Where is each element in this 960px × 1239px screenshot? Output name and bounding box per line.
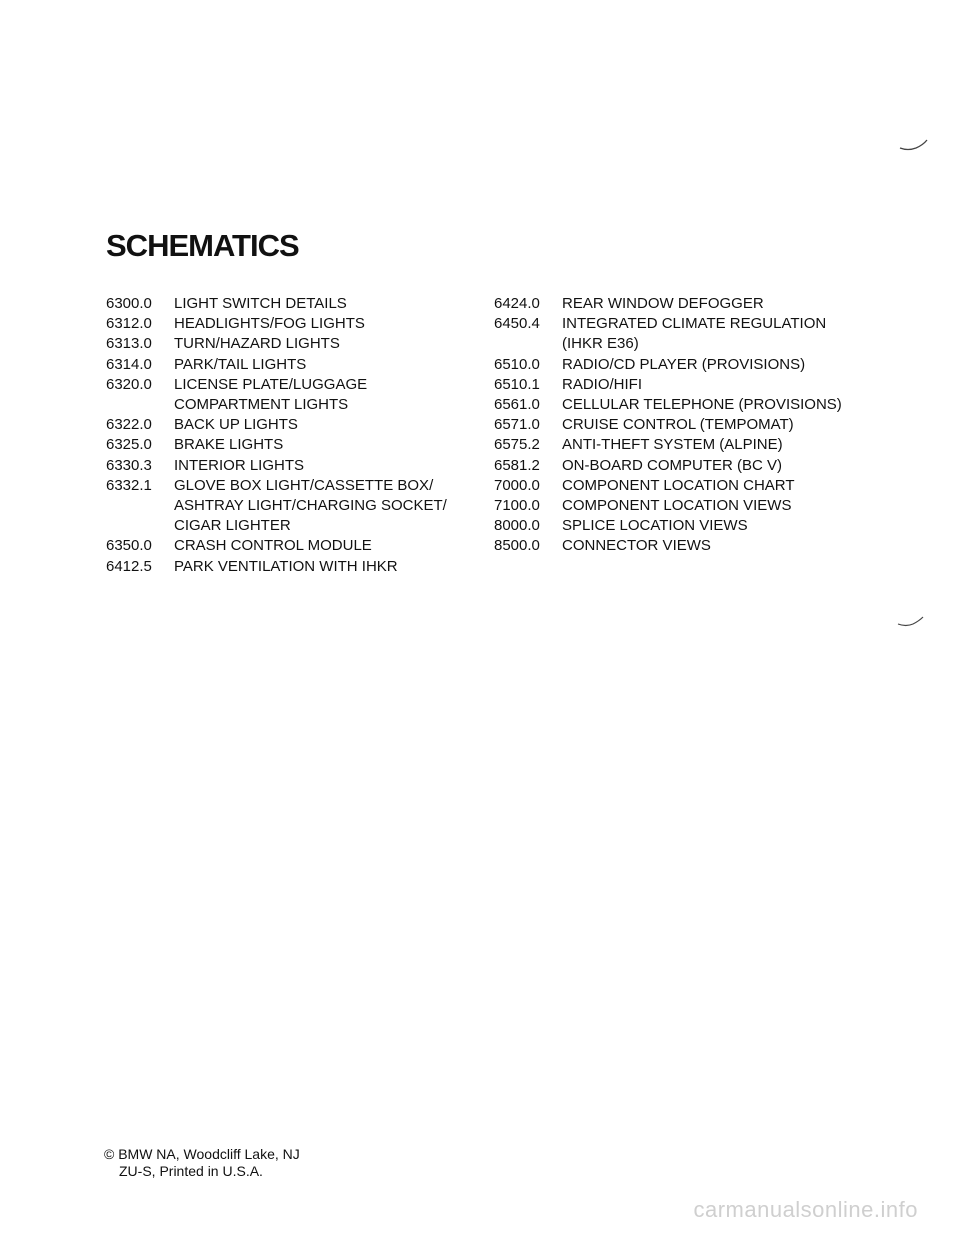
toc-entry: [106, 355, 466, 375]
entry-title-line: TURN/HAZARD LIGHTS: [174, 335, 340, 353]
watermark: carmanualsonline.info: [693, 1197, 918, 1222]
toc-entry: [494, 415, 914, 435]
entry-title: [562, 395, 914, 415]
toc-entry: [106, 476, 466, 537]
entry-title: [174, 476, 466, 537]
toc-entry: [494, 456, 914, 476]
entry-title-line: ANTI-THEFT SYSTEM (ALPINE): [562, 436, 783, 454]
entry-title-line: ASHTRAY LIGHT/CHARGING SOCKET/: [174, 497, 447, 515]
entry-title-line: COMPONENT LOCATION CHART: [562, 476, 795, 494]
entry-title-line: INTERIOR LIGHTS: [174, 456, 305, 474]
footer-copyright: © BMW NA, Woodcliff Lake, NJ: [104, 1146, 300, 1162]
entry-title-line: PARK/TAIL LIGHTS: [174, 355, 307, 373]
toc-entry: [106, 456, 466, 476]
entry-title: [174, 334, 466, 354]
entry-title: [174, 435, 466, 455]
entry-title-line: BACK UP LIGHTS: [174, 416, 298, 434]
entry-title-line: CONNECTOR VIEWS: [562, 537, 711, 555]
toc-entry: [494, 435, 914, 455]
entry-title-line: BRAKE LIGHTS: [174, 436, 284, 454]
entry-title: [174, 314, 466, 334]
entry-title-line: PARK VENTILATION WITH IHKR: [174, 557, 398, 575]
entry-title-line: GLOVE BOX LIGHT/CASSETTE BOX/: [174, 476, 434, 494]
toc-entry: [494, 375, 914, 395]
entry-number: 6575.2: [494, 436, 540, 454]
entry-title-line: RADIO/CD PLAYER (PROVISIONS): [562, 355, 806, 373]
entry-title: [174, 355, 466, 375]
entry-title-line: CELLULAR TELEPHONE (PROVISIONS): [562, 396, 842, 414]
toc-entry: [494, 496, 914, 516]
toc-entry: [106, 314, 466, 334]
entry-title: [174, 557, 466, 577]
entry-number: 6424.0: [494, 295, 540, 312]
toc-entry: [106, 334, 466, 354]
toc-entry: [106, 375, 466, 415]
entry-title-line: HEADLIGHTS/FOG LIGHTS: [174, 315, 365, 333]
entry-number: 8000.0: [494, 517, 540, 535]
entry-title: [562, 314, 914, 354]
toc-entry: [494, 294, 914, 314]
entry-title: [562, 536, 914, 556]
entry-title: [174, 375, 466, 415]
toc-entry: [494, 476, 914, 496]
entry-title: [174, 415, 466, 435]
toc-right-column: [494, 294, 914, 557]
entry-number: 6314.0: [106, 355, 152, 373]
entry-title: [562, 516, 914, 536]
scan-tick-mark: [898, 136, 930, 154]
page-title: SCHEMATICS: [106, 228, 299, 263]
entry-number: 6561.0: [494, 396, 540, 414]
toc-entry: [106, 294, 466, 314]
entry-number: 6350.0: [106, 537, 152, 555]
entry-number: 6322.0: [106, 416, 152, 434]
entry-number: 7000.0: [494, 476, 540, 494]
entry-number: 6330.3: [106, 456, 152, 474]
scan-tick-mark: [896, 612, 926, 630]
entry-title: [174, 536, 466, 556]
entry-title-line: CRASH CONTROL MODULE: [174, 537, 372, 555]
entry-title-line: REAR WINDOW DEFOGGER: [562, 295, 764, 312]
entry-number: 6300.0: [106, 295, 152, 312]
entry-title: [562, 355, 914, 375]
entry-number: 6450.4: [494, 315, 540, 333]
toc-entry: [494, 536, 914, 556]
footer: [104, 1146, 300, 1180]
entry-title: [562, 456, 914, 476]
entry-number: 8500.0: [494, 537, 540, 555]
entry-title-line: COMPARTMENT LIGHTS: [174, 396, 349, 414]
entry-title-line: RADIO/HIFI: [562, 375, 643, 393]
entry-number: 6510.1: [494, 375, 540, 393]
toc-entry: [106, 435, 466, 455]
entry-number: 6332.1: [106, 476, 152, 494]
entry-title-line: LIGHT SWITCH DETAILS: [174, 295, 347, 312]
entry-number: 6581.2: [494, 456, 540, 474]
toc-entry: [494, 395, 914, 415]
entry-title: [562, 476, 914, 496]
entry-title-line: SPLICE LOCATION VIEWS: [562, 517, 748, 535]
entry-number: 6312.0: [106, 315, 152, 333]
entry-title: [174, 294, 466, 314]
entry-title-line: CRUISE CONTROL (TEMPOMAT): [562, 416, 794, 434]
entry-number: 6412.5: [106, 557, 152, 575]
entry-title-line: ON-BOARD COMPUTER (BC V): [562, 456, 783, 474]
toc-entry: [494, 314, 914, 354]
toc-left-column: [106, 294, 466, 577]
entry-number: 7100.0: [494, 497, 540, 515]
toc-entry: [106, 557, 466, 577]
entry-title-line: COMPONENT LOCATION VIEWS: [562, 497, 792, 515]
toc-entry: [106, 415, 466, 435]
toc-entry: [106, 536, 466, 556]
entry-title: [562, 435, 914, 455]
entry-title-line: (IHKR E36): [562, 335, 639, 353]
entry-title-line: LICENSE PLATE/LUGGAGE: [174, 375, 368, 393]
entry-title: [562, 415, 914, 435]
toc-entry: [494, 355, 914, 375]
entry-title-line: CIGAR LIGHTER: [174, 517, 291, 535]
entry-title-line: INTEGRATED CLIMATE REGULATION: [562, 315, 827, 333]
entry-number: 6571.0: [494, 416, 540, 434]
entry-title: [174, 456, 466, 476]
entry-title: [562, 496, 914, 516]
entry-number: 6325.0: [106, 436, 152, 454]
toc-entry: [494, 516, 914, 536]
entry-title: [562, 294, 914, 314]
entry-title: [562, 375, 914, 395]
entry-number: 6313.0: [106, 335, 152, 353]
footer-print-info: ZU-S, Printed in U.S.A.: [119, 1163, 263, 1179]
entry-number: 6510.0: [494, 355, 540, 373]
entry-number: 6320.0: [106, 375, 152, 393]
